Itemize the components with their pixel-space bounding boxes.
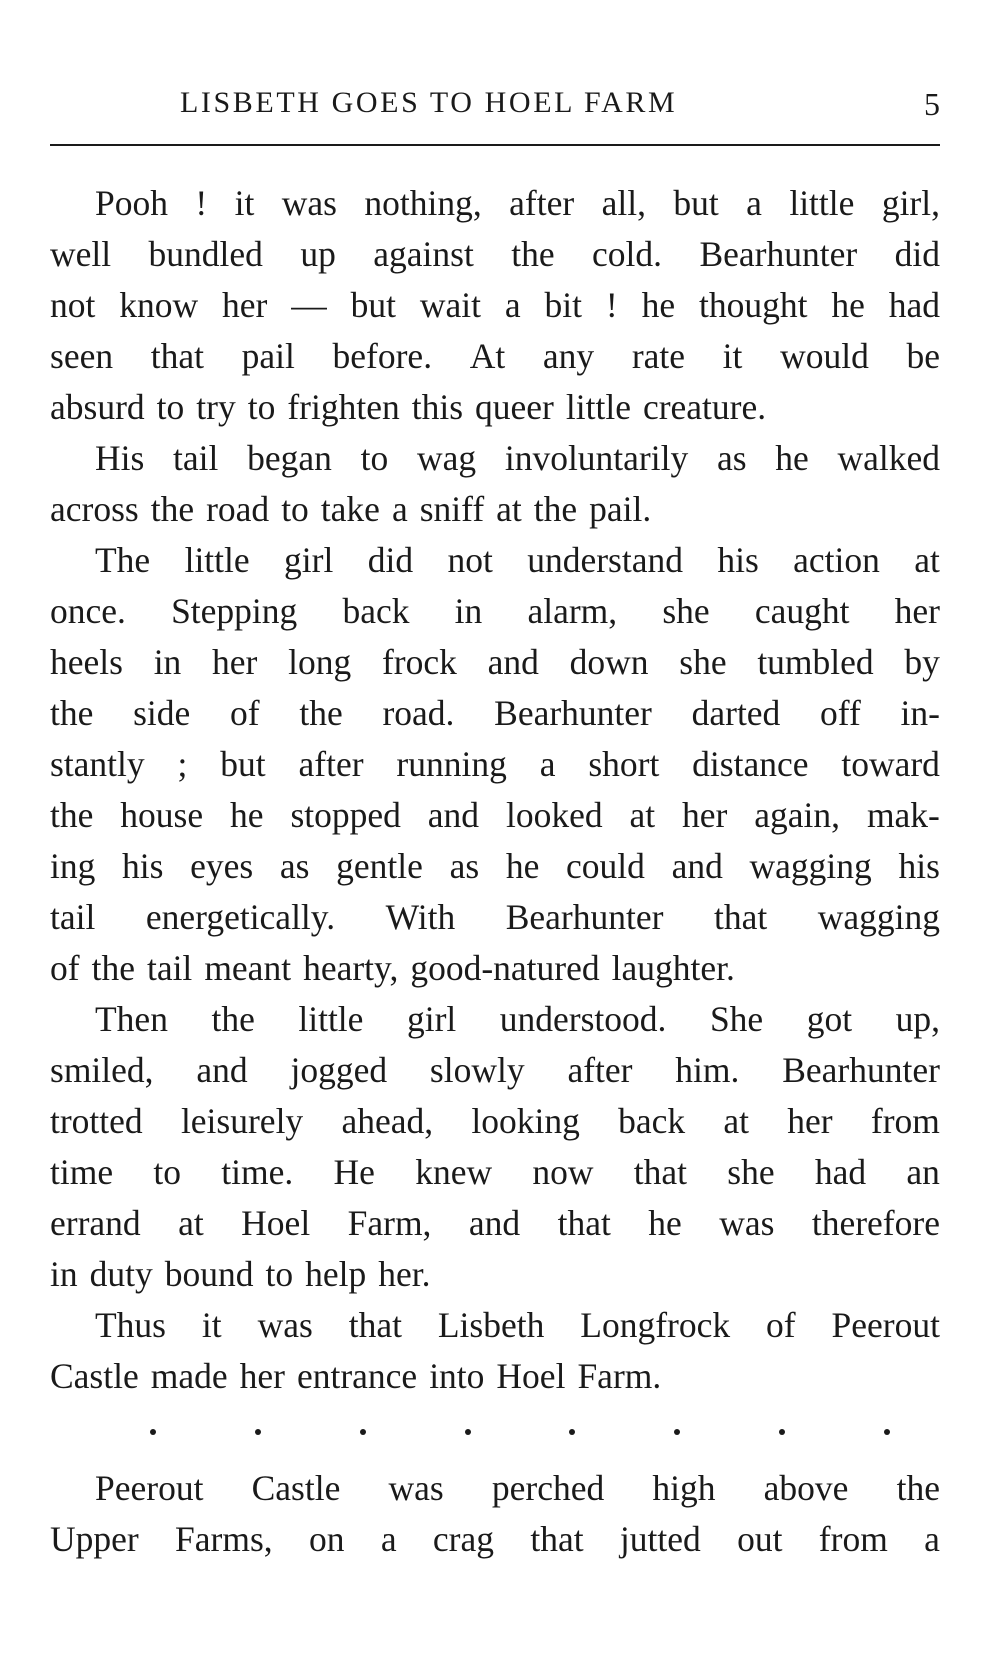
section-break-dot [255, 1429, 261, 1435]
text-line: absurd to try to frighten this queer little creature. [50, 387, 767, 427]
text-line: Peerout Castle was perched high above the [95, 1468, 940, 1508]
text-line: trotted leisurely ahead, looking back at her from [50, 1101, 940, 1141]
paragraph [50, 994, 940, 1300]
text-line: The little girl did not understand his action at [95, 540, 940, 580]
text-line: smiled, and jogged slowly after him. Bearhunter [50, 1050, 940, 1090]
section-break-dot [779, 1429, 785, 1435]
text-line: ing his eyes as gentle as he could and wagging his [50, 846, 940, 886]
text-line: in duty bound to help her. [50, 1254, 431, 1294]
section-break-dot [674, 1429, 680, 1435]
section-break [50, 1406, 940, 1457]
text-line: tail energetically. With Bearhunter that wagging [50, 897, 940, 937]
body-text [50, 178, 940, 1565]
paragraph [50, 1463, 940, 1565]
running-title: LISBETH GOES TO HOEL FARM [180, 86, 678, 119]
text-line: across the road to take a sniff at the pail. [50, 489, 652, 529]
header-rule [50, 144, 940, 146]
paragraph [50, 433, 940, 535]
text-line: time to time. He knew now that she had an [50, 1152, 940, 1192]
text-line: Pooh ! it was nothing, after all, but a little girl, [95, 183, 940, 223]
section-break-dot [569, 1429, 575, 1435]
text-line: stantly ; but after running a short distance toward [50, 744, 940, 784]
text-line: errand at Hoel Farm, and that he was therefore [50, 1203, 940, 1243]
section-break-dot [465, 1429, 471, 1435]
paragraph [50, 178, 940, 433]
text-line: Upper Farms, on a crag that jutted out from a [50, 1519, 940, 1559]
section-break-dot [150, 1429, 156, 1435]
text-line: seen that pail before. At any rate it would be [50, 336, 940, 376]
paragraph [50, 1300, 940, 1402]
page-number: 5 [924, 86, 940, 122]
text-line: the house he stopped and looked at her again, mak- [50, 795, 940, 835]
text-line: well bundled up against the cold. Bearhunter did [50, 234, 940, 274]
text-line: the side of the road. Bearhunter darted off in- [50, 693, 940, 733]
text-line: Castle made her entrance into Hoel Farm. [50, 1356, 662, 1396]
text-line: His tail began to wag involuntarily as he walked [95, 438, 940, 478]
text-line: Then the little girl understood. She got up, [95, 999, 940, 1039]
paragraph [50, 535, 940, 994]
text-line: heels in her long frock and down she tumbled by [50, 642, 940, 682]
text-line: of the tail meant hearty, good-natured laughter. [50, 948, 735, 988]
text-line: Thus it was that Lisbeth Longfrock of Peerout [95, 1305, 940, 1345]
text-line: not know her — but wait a bit ! he thought he had [50, 285, 940, 325]
running-header [50, 86, 940, 146]
section-break-dot [884, 1429, 890, 1435]
section-break-dot [360, 1429, 366, 1435]
text-line: once. Stepping back in alarm, she caught her [50, 591, 940, 631]
